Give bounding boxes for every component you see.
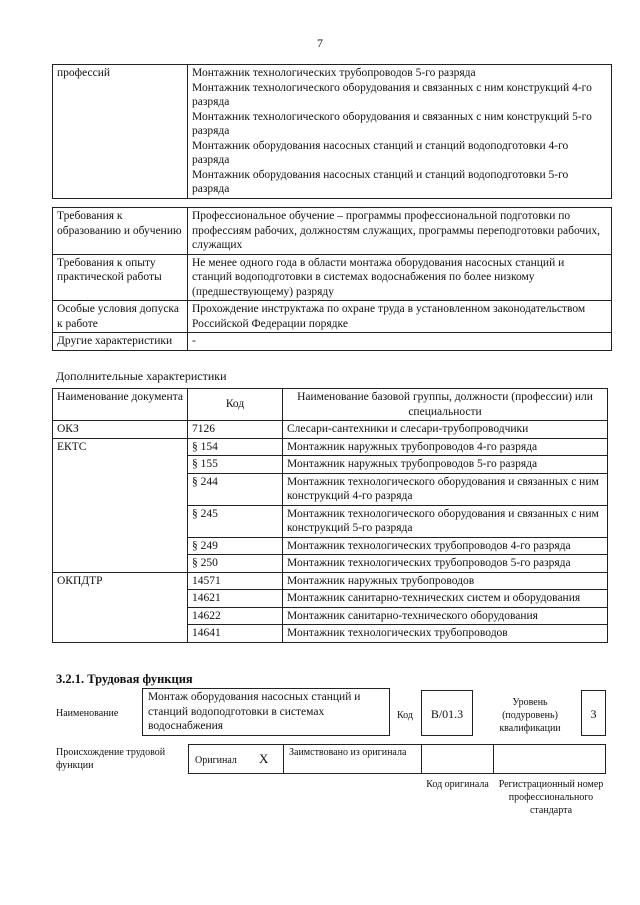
name-cell: Монтажник технологического оборудования и связанных с ним конструкций 5-го разряда [283,505,608,537]
table-row [53,333,612,351]
name-cell: Монтажник технологических трубопроводов 4-го разряда [283,537,608,555]
code-cell: 7126 [188,421,283,439]
doc-etks: ЕКТС [53,438,188,572]
name-label: Наименование [56,708,119,719]
requirement-value: Профессиональное обучение – программы профессиональной подготовки по профессиям рабочих, должностям служащих, программы переподготовки рабочих, служащих [188,208,612,255]
doc-okz: ОКЗ [53,421,188,439]
borrowed-label: Заимствовано из оригинала [289,747,407,758]
name-cell: Монтажник санитарно-технических систем и оборудования [283,590,608,608]
code-cell: 14571 [188,572,283,590]
table-row [53,208,612,255]
code-cell: 14641 [188,625,283,643]
requirements-table [52,207,612,351]
code-cell: § 250 [188,555,283,573]
reg-number-label: Регистрационный номер профессионального стандарта [498,779,604,816]
profession-item: Монтажник технологического оборудования и связанных с ним конструкций 5-го разряда [192,110,592,137]
code-cell: § 155 [188,456,283,474]
name-cell: Монтажник санитарно-технического оборудования [283,607,608,625]
doc-okpdtr: ОКПДТР [53,572,188,642]
professions-values [188,65,612,199]
name-cell: Слесари-сантехники и слесари-трубопроводчики [283,421,608,439]
profession-item: Монтажник оборудования насосных станций и станций водоподготовки 4-го разряда [192,139,569,166]
section-heading: 3.2.1. Трудовая функция [56,672,193,686]
table-row [53,254,612,301]
additional-caption: Дополнительные характеристики [56,369,227,383]
original-label: Оригинал [195,755,237,766]
professions-table [52,64,612,199]
requirement-value: Не менее одного года в области монтажа оборудования насосных станций и станций водоподготовки в системах водоснабжения по более низкому (предшествующему) разряду [188,254,612,301]
original-mark: X [259,751,269,766]
requirement-label: Особые условия допуска к работе [53,301,188,333]
origin-label: Происхождение трудовой функции [56,747,166,771]
header-code: Код [188,389,283,421]
profession-item: Монтажник технологических трубопроводов 5-го разряда [192,67,476,79]
name-cell: Монтажник технологического оборудования и связанных с ним конструкций 4-го разряда [283,473,608,505]
table-header-row [53,389,608,421]
requirement-value: Прохождение инструктажа по охране труда в установленном законодательством Российской Федерации порядке [188,301,612,333]
code-cell: 14621 [188,590,283,608]
requirement-label: Требования к образованию и обучению [53,208,188,255]
level-label: Уровень (подуровень) квалификации [499,697,561,734]
table-row [53,438,608,456]
name-cell: Монтажник наружных трубопроводов 4-го разряда [283,438,608,456]
requirement-value: - [188,333,612,351]
table-row [53,572,608,590]
profession-item: Монтажник технологического оборудования и связанных с ним конструкций 4-го разряда [192,81,592,108]
profession-item: Монтажник оборудования насосных станций и станций водоподготовки 5-го разряда [192,168,569,195]
function-name-box: Монтаж оборудования насосных станций и станций водоподготовки в системах водоснабжения [142,688,390,736]
origin-row [188,744,606,774]
code-cell: 14622 [188,607,283,625]
additional-table [52,388,608,643]
code-label: Код [397,710,413,721]
page-number: 7 [317,36,323,50]
requirement-label: Другие характеристики [53,333,188,351]
cell-divider [283,745,284,773]
header-document: Наименование документа [53,389,188,421]
code-cell: § 249 [188,537,283,555]
cell-divider [421,745,422,773]
name-cell: Монтажник наружных трубопроводов [283,572,608,590]
name-cell: Монтажник наружных трубопроводов 5-го разряда [283,456,608,474]
name-cell: Монтажник технологических трубопроводов 5-го разряда [283,555,608,573]
professions-label: профессий [53,65,188,199]
code-cell: § 154 [188,438,283,456]
cell-divider [493,745,494,773]
code-box: B/01.3 [421,690,473,736]
table-row [53,421,608,439]
level-box: 3 [581,690,606,736]
code-cell: § 244 [188,473,283,505]
requirement-label: Требования к опыту практической работы [53,254,188,301]
code-cell: § 245 [188,505,283,537]
header-name: Наименование базовой группы, должности (профессии) или специальности [283,389,608,421]
table-row [53,301,612,333]
name-cell: Монтажник технологических трубопроводов [283,625,608,643]
code-original-label: Код оригинала [426,779,489,790]
